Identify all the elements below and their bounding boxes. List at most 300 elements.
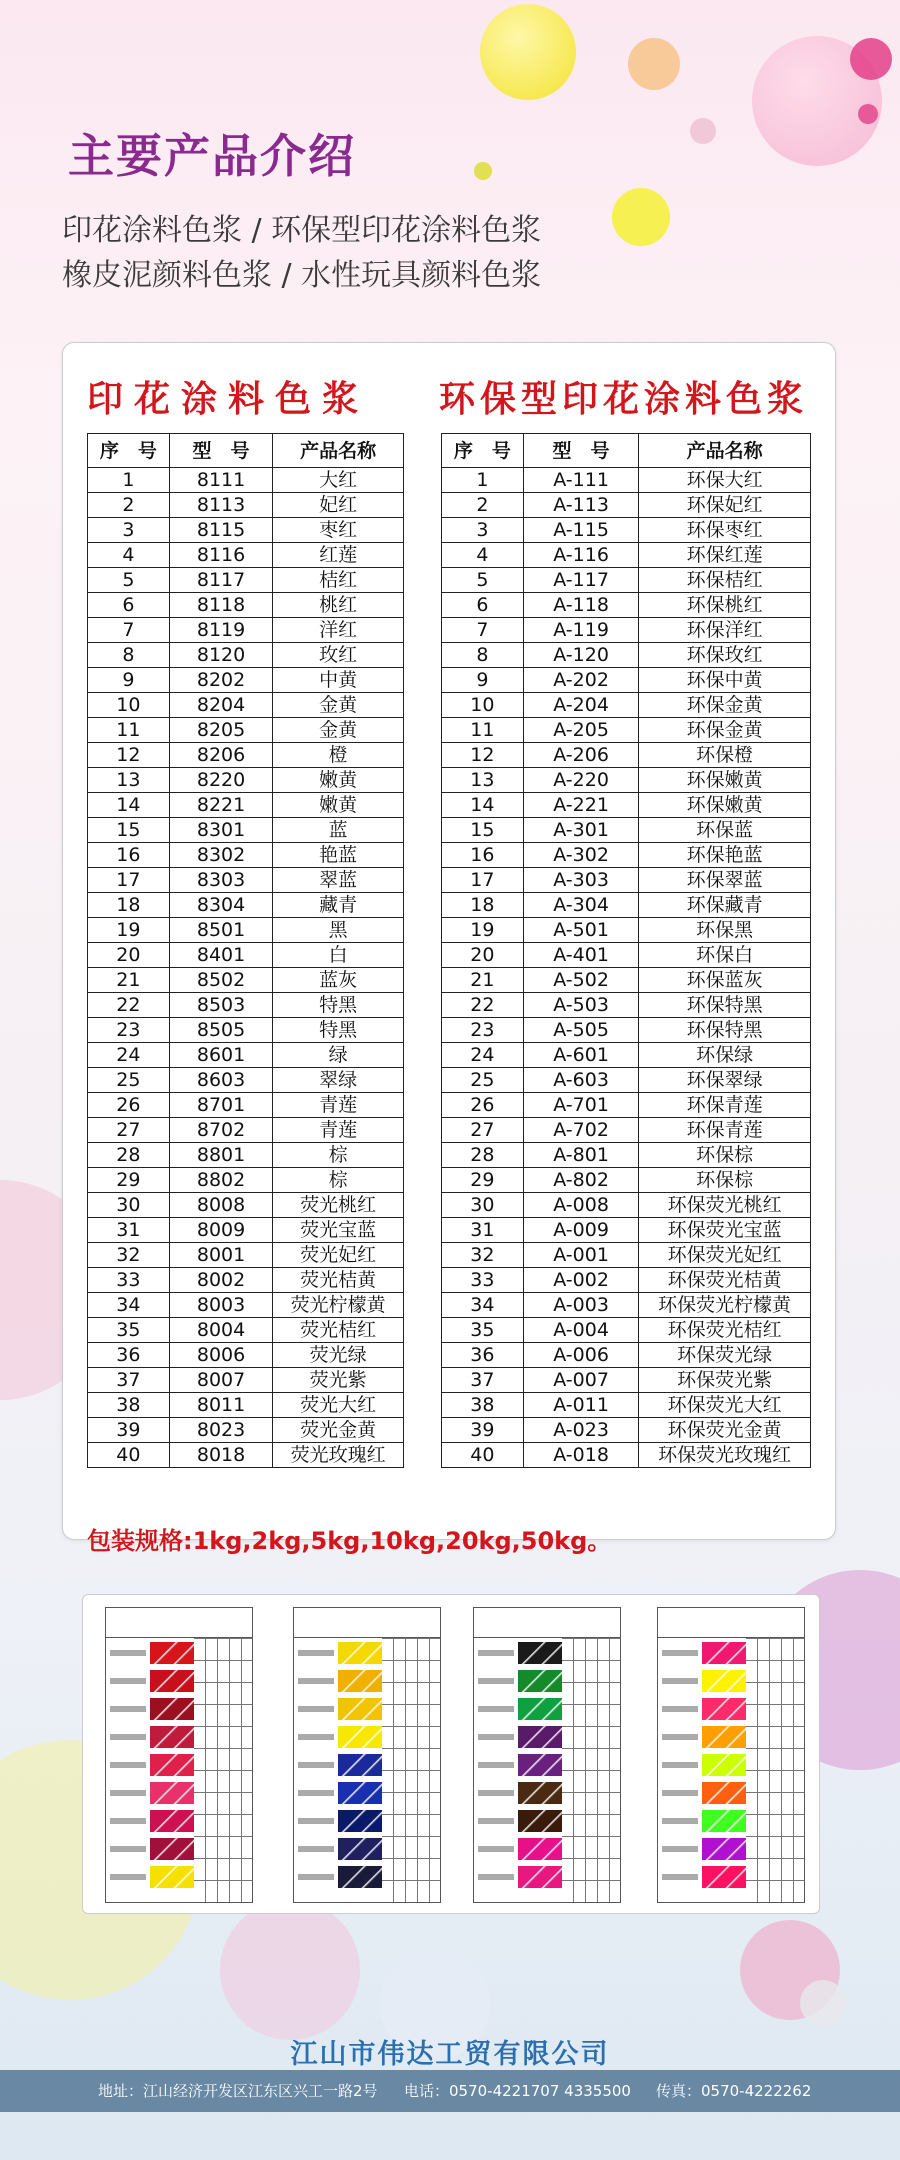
table-row — [88, 1393, 404, 1418]
swatch-label-mark — [110, 1678, 146, 1684]
cell-name: 白 — [273, 943, 404, 968]
cell-model: 8111 — [169, 468, 273, 493]
cell-name: 环保嫩黄 — [639, 768, 811, 793]
cell-index: 18 — [88, 893, 170, 918]
cell-model: 8120 — [169, 643, 273, 668]
swatch-sheet-header — [474, 1608, 620, 1638]
decor-bubble — [474, 162, 492, 180]
cell-model: 8011 — [169, 1393, 273, 1418]
table-row — [442, 868, 811, 893]
cell-name: 环保桔红 — [639, 568, 811, 593]
swatch-label-mark — [478, 1790, 514, 1796]
cell-model: 8503 — [169, 993, 273, 1018]
table-row — [442, 743, 811, 768]
cell-index: 29 — [442, 1168, 524, 1193]
cell-name: 环保荧光桔黄 — [639, 1268, 811, 1293]
cell-model: A-702 — [523, 1118, 639, 1143]
cell-index: 38 — [442, 1393, 524, 1418]
cell-index: 40 — [442, 1443, 524, 1468]
color-swatch — [338, 1698, 382, 1720]
table-row — [442, 1443, 811, 1468]
cell-name: 环保绿 — [639, 1043, 811, 1068]
cell-index: 3 — [442, 518, 524, 543]
cell-name: 环保大红 — [639, 468, 811, 493]
cell-model: 8702 — [169, 1118, 273, 1143]
swatch-label-mark — [110, 1762, 146, 1768]
table-row — [442, 1118, 811, 1143]
col-header-index: 序 号 — [442, 434, 524, 468]
swatch-label-mark — [110, 1818, 146, 1824]
cell-model: A-302 — [523, 843, 639, 868]
swatch-label-mark — [478, 1874, 514, 1880]
cell-name: 环保橙 — [639, 743, 811, 768]
color-swatch — [338, 1642, 382, 1664]
color-swatch — [150, 1810, 194, 1832]
cell-index: 8 — [88, 643, 170, 668]
cell-model: A-120 — [523, 643, 639, 668]
cell-name: 环保荧光妃红 — [639, 1243, 811, 1268]
cell-index: 21 — [88, 968, 170, 993]
cell-name: 荧光大红 — [273, 1393, 404, 1418]
table-row — [88, 1193, 404, 1218]
swatch-label-mark — [110, 1650, 146, 1656]
color-swatch — [338, 1838, 382, 1860]
color-swatch — [702, 1838, 746, 1860]
cell-index: 9 — [88, 668, 170, 693]
cell-model: A-502 — [523, 968, 639, 993]
decor-bubble — [850, 38, 892, 80]
color-swatch — [338, 1782, 382, 1804]
cell-model: 8023 — [169, 1418, 273, 1443]
table-row — [88, 1218, 404, 1243]
cell-name: 环保荧光大红 — [639, 1393, 811, 1418]
cell-name: 中黄 — [273, 668, 404, 693]
cell-name: 环保洋红 — [639, 618, 811, 643]
cell-index: 17 — [442, 868, 524, 893]
cell-index: 38 — [88, 1393, 170, 1418]
table-row — [442, 593, 811, 618]
table-row — [88, 968, 404, 993]
cell-index: 11 — [88, 718, 170, 743]
cell-name: 环保金黄 — [639, 693, 811, 718]
cell-name: 嫩黄 — [273, 768, 404, 793]
cell-index: 27 — [88, 1118, 170, 1143]
cell-model: 8302 — [169, 843, 273, 868]
swatch-sheet-header — [294, 1608, 440, 1638]
page-title: 主要产品介绍 — [68, 129, 356, 183]
col-header-model: 型 号 — [523, 434, 639, 468]
cell-index: 36 — [88, 1343, 170, 1368]
cell-model: A-601 — [523, 1043, 639, 1068]
cell-model: A-008 — [523, 1193, 639, 1218]
table-row — [442, 543, 811, 568]
cell-model: 8603 — [169, 1068, 273, 1093]
swatch-label-mark — [662, 1818, 698, 1824]
cell-model: A-119 — [523, 618, 639, 643]
decor-bubble — [220, 1900, 360, 2040]
cell-model: A-009 — [523, 1218, 639, 1243]
table-row — [442, 1268, 811, 1293]
table-row — [442, 1043, 811, 1068]
cell-name: 环保桃红 — [639, 593, 811, 618]
cell-name: 环保荧光柠檬黄 — [639, 1293, 811, 1318]
cell-model: A-007 — [523, 1368, 639, 1393]
table-row — [88, 1143, 404, 1168]
cell-model: 8115 — [169, 518, 273, 543]
cell-name: 青莲 — [273, 1118, 404, 1143]
cell-index: 19 — [88, 918, 170, 943]
swatch-label-mark — [662, 1734, 698, 1740]
cell-name: 荧光绿 — [273, 1343, 404, 1368]
cell-index: 22 — [88, 993, 170, 1018]
swatch-label-mark — [478, 1846, 514, 1852]
table-row — [442, 1068, 811, 1093]
swatch-label-mark — [298, 1846, 334, 1852]
cell-index: 23 — [88, 1018, 170, 1043]
cell-index: 17 — [88, 868, 170, 893]
cell-index: 22 — [442, 993, 524, 1018]
cell-model: A-220 — [523, 768, 639, 793]
cell-model: A-505 — [523, 1018, 639, 1043]
cell-index: 32 — [88, 1243, 170, 1268]
table-row — [442, 1368, 811, 1393]
swatch-label-mark — [110, 1706, 146, 1712]
cell-name: 环保枣红 — [639, 518, 811, 543]
cell-name: 环保青莲 — [639, 1118, 811, 1143]
cell-model: A-301 — [523, 818, 639, 843]
cell-name: 环保棕 — [639, 1143, 811, 1168]
table-row — [442, 943, 811, 968]
cell-model: 8205 — [169, 718, 273, 743]
table-row — [88, 643, 404, 668]
table-row — [88, 1243, 404, 1268]
cell-model: 8801 — [169, 1143, 273, 1168]
cell-model: A-116 — [523, 543, 639, 568]
color-swatch — [518, 1810, 562, 1832]
cell-index: 24 — [442, 1043, 524, 1068]
cell-index: 12 — [442, 743, 524, 768]
cell-model: A-002 — [523, 1268, 639, 1293]
footer-phone: 电话：0570-4221707 4335500 — [404, 2082, 631, 2100]
swatch-label-mark — [110, 1790, 146, 1796]
table-row — [442, 668, 811, 693]
cell-name: 环保特黑 — [639, 1018, 811, 1043]
cell-name: 棕 — [273, 1143, 404, 1168]
cell-index: 23 — [442, 1018, 524, 1043]
table-row — [442, 793, 811, 818]
cell-index: 11 — [442, 718, 524, 743]
table-row — [88, 693, 404, 718]
cell-model: A-111 — [523, 468, 639, 493]
swatch-label-mark — [478, 1678, 514, 1684]
cell-index: 15 — [88, 818, 170, 843]
cell-name: 桃红 — [273, 593, 404, 618]
right-table-title: 环保型印花涂料色浆 — [439, 379, 809, 420]
cell-name: 环保艳蓝 — [639, 843, 811, 868]
cell-index: 37 — [442, 1368, 524, 1393]
cell-index: 13 — [88, 768, 170, 793]
cell-model: 8116 — [169, 543, 273, 568]
cell-index: 14 — [442, 793, 524, 818]
cell-index: 3 — [88, 518, 170, 543]
cell-model: 8304 — [169, 893, 273, 918]
cell-model: 8118 — [169, 593, 273, 618]
cell-name: 桔红 — [273, 568, 404, 593]
table-row — [442, 1168, 811, 1193]
swatch-label-mark — [662, 1650, 698, 1656]
table-row — [88, 718, 404, 743]
table-row — [88, 1268, 404, 1293]
swatch-label-mark — [298, 1678, 334, 1684]
cell-name: 荧光桃红 — [273, 1193, 404, 1218]
cell-index: 15 — [442, 818, 524, 843]
cell-model: 8505 — [169, 1018, 273, 1043]
cell-name: 洋红 — [273, 618, 404, 643]
cell-name: 金黄 — [273, 718, 404, 743]
color-swatch — [518, 1838, 562, 1860]
cell-name: 环保棕 — [639, 1168, 811, 1193]
cell-model: A-113 — [523, 493, 639, 518]
table-row — [442, 1093, 811, 1118]
cell-name: 环保白 — [639, 943, 811, 968]
cell-model: A-004 — [523, 1318, 639, 1343]
packaging-spec: 包装规格:1kg,2kg,5kg,10kg,20kg,50kg。 — [87, 1527, 612, 1555]
cell-name: 特黑 — [273, 1018, 404, 1043]
table-row — [442, 643, 811, 668]
col-header-name: 产品名称 — [639, 434, 811, 468]
cell-index: 31 — [442, 1218, 524, 1243]
swatch-label-mark — [478, 1734, 514, 1740]
cell-model: 8502 — [169, 968, 273, 993]
swatch-label-mark — [298, 1734, 334, 1740]
cell-model: 8701 — [169, 1093, 273, 1118]
cell-model: 8303 — [169, 868, 273, 893]
cell-index: 34 — [442, 1293, 524, 1318]
color-swatch — [338, 1866, 382, 1888]
color-swatch — [338, 1726, 382, 1748]
table-row — [88, 768, 404, 793]
swatch-label-mark — [298, 1762, 334, 1768]
color-swatch — [702, 1866, 746, 1888]
color-swatch — [518, 1670, 562, 1692]
color-swatch — [518, 1754, 562, 1776]
cell-name: 荧光玫瑰红 — [273, 1443, 404, 1468]
cell-name: 环保荧光桔红 — [639, 1318, 811, 1343]
cell-index: 16 — [442, 843, 524, 868]
cell-name: 环保黑 — [639, 918, 811, 943]
swatch-label-mark — [662, 1678, 698, 1684]
cell-name: 环保荧光绿 — [639, 1343, 811, 1368]
cell-model: A-023 — [523, 1418, 639, 1443]
cell-model: A-006 — [523, 1343, 639, 1368]
table-row — [88, 993, 404, 1018]
cell-index: 9 — [442, 668, 524, 693]
cell-name: 环保荧光桃红 — [639, 1193, 811, 1218]
table-row — [442, 1218, 811, 1243]
cell-index: 21 — [442, 968, 524, 993]
product-card — [62, 342, 836, 1555]
cell-model: A-304 — [523, 893, 639, 918]
cell-name: 嫩黄 — [273, 793, 404, 818]
cell-index: 28 — [442, 1143, 524, 1168]
cell-index: 20 — [88, 943, 170, 968]
table-row — [442, 918, 811, 943]
cell-index: 30 — [88, 1193, 170, 1218]
table-row — [442, 618, 811, 643]
cell-name: 环保荧光紫 — [639, 1368, 811, 1393]
cell-model: 8119 — [169, 618, 273, 643]
swatch-label-mark — [478, 1650, 514, 1656]
cell-model: 8204 — [169, 693, 273, 718]
table-row — [88, 1368, 404, 1393]
color-swatch — [150, 1698, 194, 1720]
table-row — [442, 1418, 811, 1443]
cell-index: 33 — [442, 1268, 524, 1293]
cell-model: 8221 — [169, 793, 273, 818]
swatch-label-mark — [298, 1650, 334, 1656]
decor-bubble — [690, 118, 716, 144]
swatch-label-mark — [478, 1818, 514, 1824]
swatch-label-mark — [662, 1846, 698, 1852]
table-row — [88, 943, 404, 968]
cell-index: 6 — [442, 593, 524, 618]
cell-model: 8117 — [169, 568, 273, 593]
table-row — [88, 1043, 404, 1068]
swatch-label-mark — [298, 1790, 334, 1796]
cell-model: A-003 — [523, 1293, 639, 1318]
col-header-name: 产品名称 — [273, 434, 404, 468]
table-row — [442, 568, 811, 593]
cell-model: 8009 — [169, 1218, 273, 1243]
table-row — [442, 818, 811, 843]
cell-index: 8 — [442, 643, 524, 668]
cell-index: 40 — [88, 1443, 170, 1468]
color-swatch — [518, 1642, 562, 1664]
swatch-grid — [194, 1638, 252, 1902]
cell-model: A-701 — [523, 1093, 639, 1118]
cell-name: 荧光柠檬黄 — [273, 1293, 404, 1318]
cell-name: 环保翠蓝 — [639, 868, 811, 893]
cell-index: 4 — [442, 543, 524, 568]
cell-name: 特黑 — [273, 993, 404, 1018]
swatch-label-mark — [110, 1734, 146, 1740]
cell-name: 藏青 — [273, 893, 404, 918]
color-swatch — [702, 1642, 746, 1664]
cell-name: 荧光紫 — [273, 1368, 404, 1393]
cell-index: 34 — [88, 1293, 170, 1318]
cell-name: 环保特黑 — [639, 993, 811, 1018]
table-row — [88, 1018, 404, 1043]
table-row — [88, 1068, 404, 1093]
company-name: 江山市伟达工贸有限公司 — [290, 2039, 610, 2070]
cell-index: 1 — [442, 468, 524, 493]
cell-index: 2 — [88, 493, 170, 518]
cell-index: 27 — [442, 1118, 524, 1143]
cell-name: 妃红 — [273, 493, 404, 518]
table-row — [88, 1168, 404, 1193]
cell-name: 蓝 — [273, 818, 404, 843]
color-swatch — [702, 1698, 746, 1720]
table-row — [88, 593, 404, 618]
swatch-sheet — [293, 1607, 441, 1903]
cell-index: 32 — [442, 1243, 524, 1268]
table-row — [442, 1343, 811, 1368]
color-swatch — [518, 1698, 562, 1720]
cell-index: 37 — [88, 1368, 170, 1393]
cell-name: 大红 — [273, 468, 404, 493]
table-row — [88, 793, 404, 818]
cell-name: 荧光金黄 — [273, 1418, 404, 1443]
decor-bubble — [800, 1980, 846, 2026]
cell-index: 7 — [88, 618, 170, 643]
cell-index: 5 — [88, 568, 170, 593]
cell-index: 36 — [442, 1343, 524, 1368]
cell-model: 8006 — [169, 1343, 273, 1368]
color-swatch-panel — [82, 1594, 820, 1914]
footer-address: 地址：江山经济开发区江东区兴工一路2号 — [98, 2082, 378, 2100]
cell-index: 13 — [442, 768, 524, 793]
table-row — [442, 1293, 811, 1318]
color-swatch — [518, 1866, 562, 1888]
cell-name: 玫红 — [273, 643, 404, 668]
cell-name: 棕 — [273, 1168, 404, 1193]
table-row — [88, 1318, 404, 1343]
swatch-sheet-header — [658, 1608, 804, 1638]
cell-name: 荧光桔红 — [273, 1318, 404, 1343]
cell-index: 1 — [88, 468, 170, 493]
table-row — [88, 618, 404, 643]
table-row — [442, 1318, 811, 1343]
cell-model: 8220 — [169, 768, 273, 793]
cell-model: A-303 — [523, 868, 639, 893]
swatch-label-mark — [298, 1874, 334, 1880]
subtitle-line-2: 橡皮泥颜料色浆 / 水性玩具颜料色浆 — [62, 258, 542, 293]
cell-model: 8003 — [169, 1293, 273, 1318]
cell-model: 8501 — [169, 918, 273, 943]
color-swatch — [150, 1838, 194, 1860]
cell-model: A-118 — [523, 593, 639, 618]
cell-model: 8008 — [169, 1193, 273, 1218]
cell-index: 4 — [88, 543, 170, 568]
cell-model: 8202 — [169, 668, 273, 693]
cell-index: 39 — [88, 1418, 170, 1443]
cell-model: A-115 — [523, 518, 639, 543]
cell-name: 环保荧光金黄 — [639, 1418, 811, 1443]
swatch-label-mark — [662, 1790, 698, 1796]
color-swatch — [150, 1670, 194, 1692]
table-row — [442, 1393, 811, 1418]
cell-model: A-401 — [523, 943, 639, 968]
cell-name: 环保中黄 — [639, 668, 811, 693]
swatch-label-mark — [662, 1706, 698, 1712]
col-header-model: 型 号 — [169, 434, 273, 468]
cell-index: 29 — [88, 1168, 170, 1193]
cell-name: 红莲 — [273, 543, 404, 568]
color-swatch — [150, 1782, 194, 1804]
table-row — [442, 1143, 811, 1168]
cell-index: 19 — [442, 918, 524, 943]
cell-model: 8206 — [169, 743, 273, 768]
cell-name: 蓝灰 — [273, 968, 404, 993]
cell-index: 26 — [442, 1093, 524, 1118]
table-row — [442, 493, 811, 518]
cell-name: 环保蓝 — [639, 818, 811, 843]
cell-index: 28 — [88, 1143, 170, 1168]
swatch-grid — [382, 1638, 440, 1902]
table-row — [88, 1293, 404, 1318]
decor-bubble — [628, 38, 680, 90]
cell-model: A-802 — [523, 1168, 639, 1193]
